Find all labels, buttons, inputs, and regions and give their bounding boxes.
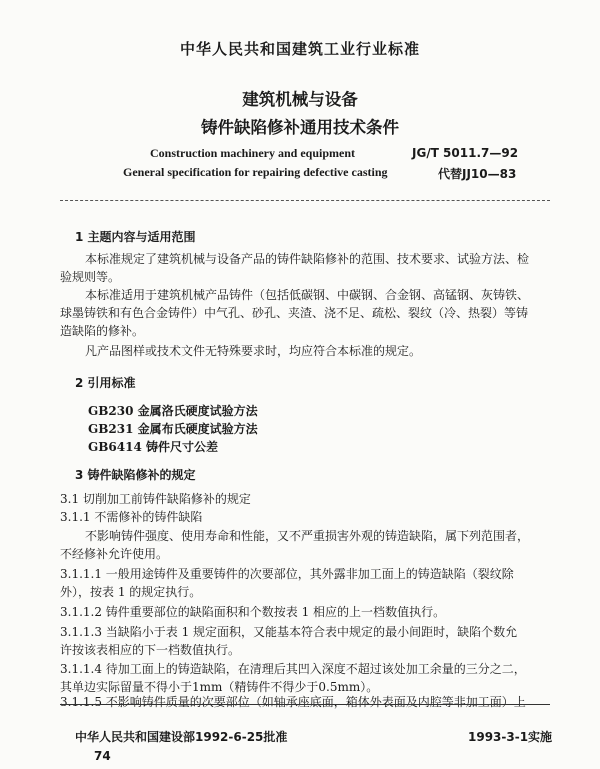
standard-type: 中华人民共和国建筑工业行业标准 [179,40,420,58]
paragraph-line: 本标准适用于建筑机械产品铸件（包括低碳钢、中碳钢、合金钢、高锰钢、灰铸铁、 [85,288,530,302]
footer-divider [60,704,550,705]
paragraph-line: 验规则等。 [60,270,121,284]
paragraph-line: 不经修补允许使用。 [60,547,169,561]
paragraph-line: 许按该表相应的下一档数值执行。 [60,643,241,657]
section-1-heading: 1 主题内容与适用范围 [75,230,196,244]
reference-item: GB230 金属洛氏硬度试验方法 [88,404,258,418]
section-3-heading: 3 铸件缺陷修补的规定 [75,468,196,482]
approval-note: 中华人民共和国建设部1992-6-25批准 [75,730,288,744]
english-title-2: General specification for repairing defective casting [123,165,388,179]
paragraph-line: 3.1.1.3 当缺陷小于表 1 规定面积，又能基本符合表中规定的最小间距时，缺陷个数允 [60,625,518,639]
paragraph-line: 3.1.1.4 待加工面上的铸造缺陷，在清理后其凹入深度不超过该处加工余量的三分之二， [60,662,526,676]
page-number: 74 [94,749,111,763]
effective-date: 1993-3-1实施 [468,730,553,744]
reference-item: GB231 金属布氏硬度试验方法 [88,422,258,436]
title-line-2: 铸件缺陷修补通用技术条件 [201,118,399,137]
paragraph-line: 3.1.1.1 一般用途铸件及重要铸件的次要部位，其外露非加工面上的铸造缺陷（裂纹除 [60,567,514,581]
clause-heading: 3.1.1 不需修补的铸件缺陷 [60,510,203,524]
reference-item: GB6414 铸件尺寸公差 [88,440,218,454]
clause-heading: 3.1 切削加工前铸件缺陷修补的规定 [60,492,251,506]
paragraph-line: 外），按表 1 的规定执行。 [60,585,202,599]
section-2-heading: 2 引用标准 [75,376,136,390]
paragraph-line: 其单边实际留量不得小于1mm（精铸件不得少于0.5mm）。 [60,680,379,694]
paragraph-line: 本标准规定了建筑机械与设备产品的铸件缺陷修补的范围、技术要求、试验方法、检 [85,252,530,266]
paragraph-line: 凡产品图样或技术文件无特殊要求时，均应符合本标准的规定。 [85,344,422,358]
header-divider [60,200,550,201]
paragraph-line: 3.1.1.2 铸件重要部位的缺陷面积和个数按表 1 相应的上一档数值执行。 [60,605,446,619]
paragraph-line: 不影响铸件强度、使用寿命和性能，又不严重损害外观的铸造缺陷，属下列范围者， [85,529,530,543]
paragraph-line: 球墨铸铁和有色合金铸件）中气孔、砂孔、夹渣、浇不足、疏松、裂纹（冷、热裂）等铸 [60,306,529,320]
replaces-code: 代替JJ10—83 [438,167,517,181]
paragraph-line: 造缺陷的修补。 [60,324,145,338]
english-title-1: Construction machinery and equipment [150,146,356,160]
standard-code: JG/T 5011.7—92 [412,146,519,160]
paragraph-line: 3.1.1.5 不影响铸件质量的次要部位（如轴承座底面，箱体外表面及内腔等非加工面）上 [60,695,526,709]
title-line-1: 建筑机械与设备 [242,90,358,109]
